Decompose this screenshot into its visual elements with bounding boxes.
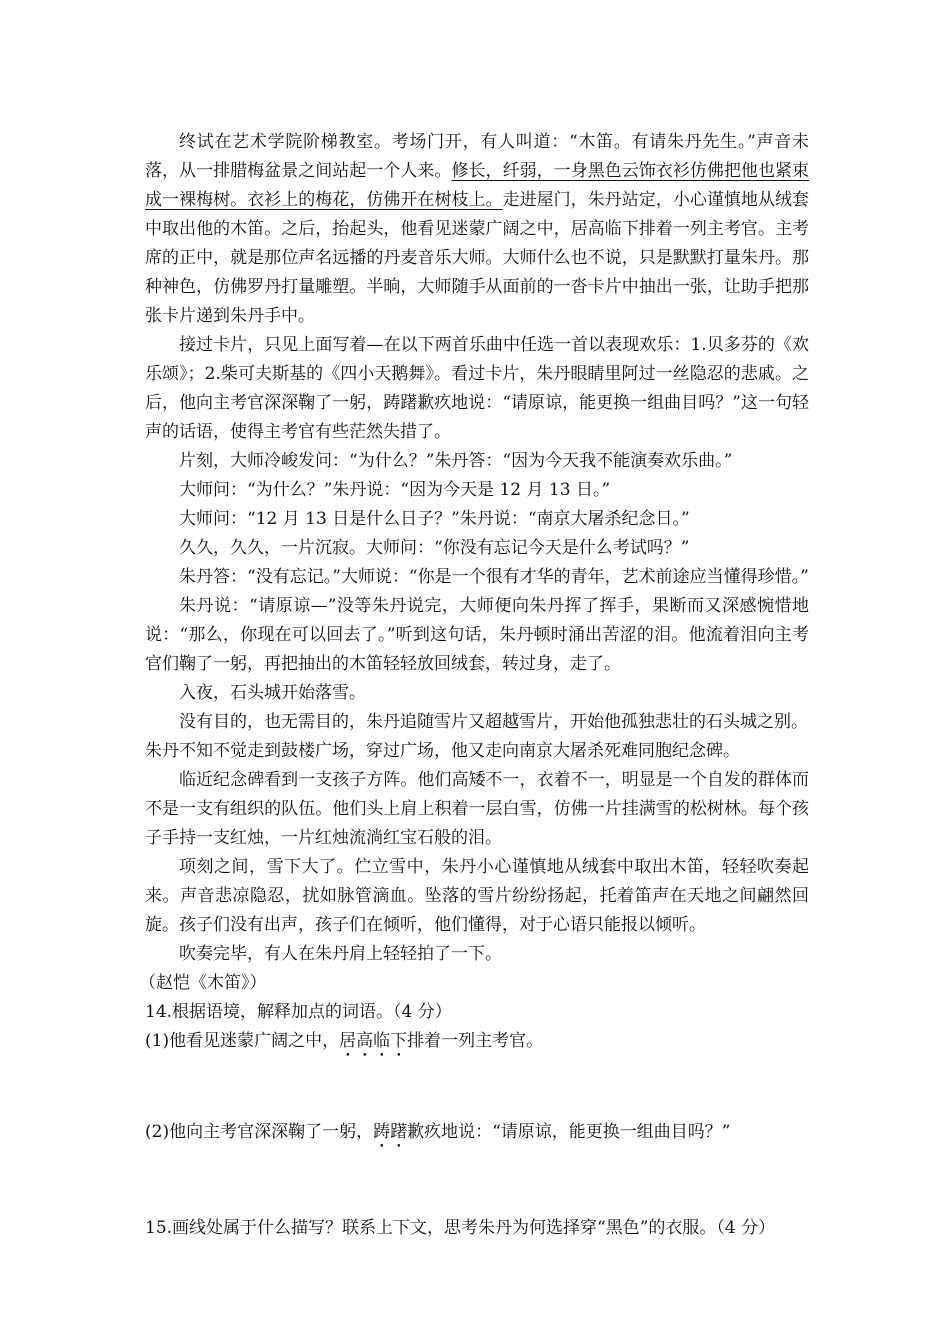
question-14-1 (145, 1027, 809, 1061)
document-page (139, 128, 810, 1243)
question-15: 15.画线处属于什么描写？联系上下文，思考朱丹为何选择穿“黑色”的衣服。（4 分） (145, 1218, 776, 1238)
paragraph-1 (145, 128, 809, 331)
dotted-term-2: 踌躇 (373, 1122, 408, 1142)
answer-space-2[interactable] (145, 1152, 809, 1214)
paragraph-7: 朱丹答：“没有忘记。”大师说：“你是一个很有才华的青年，艺术前途应当懂得珍惜。” (179, 567, 809, 587)
dotted-term-1: 居高临下 (339, 1031, 408, 1051)
paragraph-8: 朱丹说：“请原谅—”没等朱丹说完，大师便向朱丹挥了挥手，果断而又深感惋惜地说：“那么，你现在可以回去了。”听到这句话，朱丹顿时涌出苦涩的泪。他流着泪向主考官们鞠了一躬，再把抽出的木笛轻轻放回绒套，转过身，走了。 (145, 596, 809, 674)
paragraph-5: 大师问：“12 月 13 日是什么日子？”朱丹说：“南京大屠杀纪念日。” (179, 509, 690, 529)
question-14-2 (145, 1118, 809, 1152)
paragraph-3: 片刻，大师冷峻发问：“为什么？”朱丹答：“因为今天我不能演奏欢乐曲。” (179, 451, 733, 471)
paragraph-13: 项刻之间，雪下大了。伫立雪中，朱丹小心谨慎地从绒套中取出木笛，轻轻吹奏起来。声音悲凉隐忍，扰如脉管滴血。坠落的雪片纷纷扬起，托着笛声在天地之间翩然回旋。孩子们没有出声，孩子们在倾听，他们懂得，对于心语只能报以倾听。 (145, 857, 809, 935)
question-14-1-prefix: (1)他看见迷蒙广阔之中， (145, 1031, 340, 1051)
source-citation: （赵恺《木笛》） (139, 973, 267, 993)
paragraph-1-end: 走进屋门，朱丹站定，小心谨慎地从绒套中取出他的木笛。之后，抬起头，他看见迷蒙广阔之中，居高临下排着一列主考官。主考席的正中，就是那位声名远播的丹麦音乐大师。大师什么也不说，只是默默打量朱丹。那种神色，仿佛罗丹打量雕塑。半晌，大师随手从面前的一沓卡片中抽出一张，让助手把那张卡片递到朱丹手中。 (145, 190, 810, 326)
paragraph-12: 临近纪念碑看到一支孩子方阵。他们高矮不一，衣着不一，明显是一个自发的群体而不是一支有组织的队伍。他们头上肩上积着一层白雪，仿佛一片挂满雪的松树林。每个孩子手持一支红烛，一片红烛流淌红宝石般的泪。 (145, 770, 809, 848)
question-14-2-prefix: (2)他向主考官深深鞠了一躬， (145, 1122, 374, 1142)
paragraph-4: 大师问：“为什么？”朱丹说：“因为今天是 12 月 13 日。” (179, 480, 611, 500)
underlined-description: 修长，纤弱，一身黑色云饰衣衫仿佛把他也紧束成一裸梅树。衣衫上的梅花，仿佛开在树枝上。 (145, 161, 810, 210)
paragraph-9: 入夜，石头城开始落雪。 (179, 683, 366, 703)
paragraph-10: 没有目的，也无需目的，朱丹追随雪片又超越雪片，开始他孤独悲壮的石头城之别。 (179, 712, 808, 732)
question-14-title: 14.根据语境，解释加点的词语。（4 分） (145, 1002, 452, 1022)
paragraph-14: 吹奏完毕，有人在朱丹肩上轻轻拍了一下。 (179, 944, 502, 964)
question-14-2-suffix: 歉疚地说：“请原谅，能更换一组曲目吗？” (407, 1122, 731, 1142)
paragraph-6: 久久，久久，一片沉寂。大师问：“你没有忘记今天是什么考试吗？” (179, 538, 690, 558)
paragraph-2: 接过卡片，只见上面写着—在以下两首乐曲中任选一首以表现欢乐：1.贝多芬的《欢乐颂》；2.柴可夫斯基的《四小天鹅舞》。看过卡片，朱丹眼睛里阿过一丝隐忍的悲戚。之后，他向主考官深深鞠了一躬，踌躇歉疚地说：“请原谅，能更换一组曲目吗？”这一句轻声的话语，使得主考官有些茫然失措了。 (145, 335, 809, 442)
paragraph-11: 朱丹不知不觉走到鼓楼广场，穿过广场，他又走向南京大屠杀死难同胞纪念碑。 (145, 741, 740, 761)
answer-space-1[interactable] (145, 1061, 809, 1118)
paragraph-1-start: 终试在艺术学院阶梯教室。考场门开，有人叫道：“木笛。有请朱丹先生。”声音未落，从一排腊梅盆景之间站起一个人来。 (145, 132, 809, 181)
question-14-1-suffix: 排着一列主考官。 (407, 1031, 544, 1051)
